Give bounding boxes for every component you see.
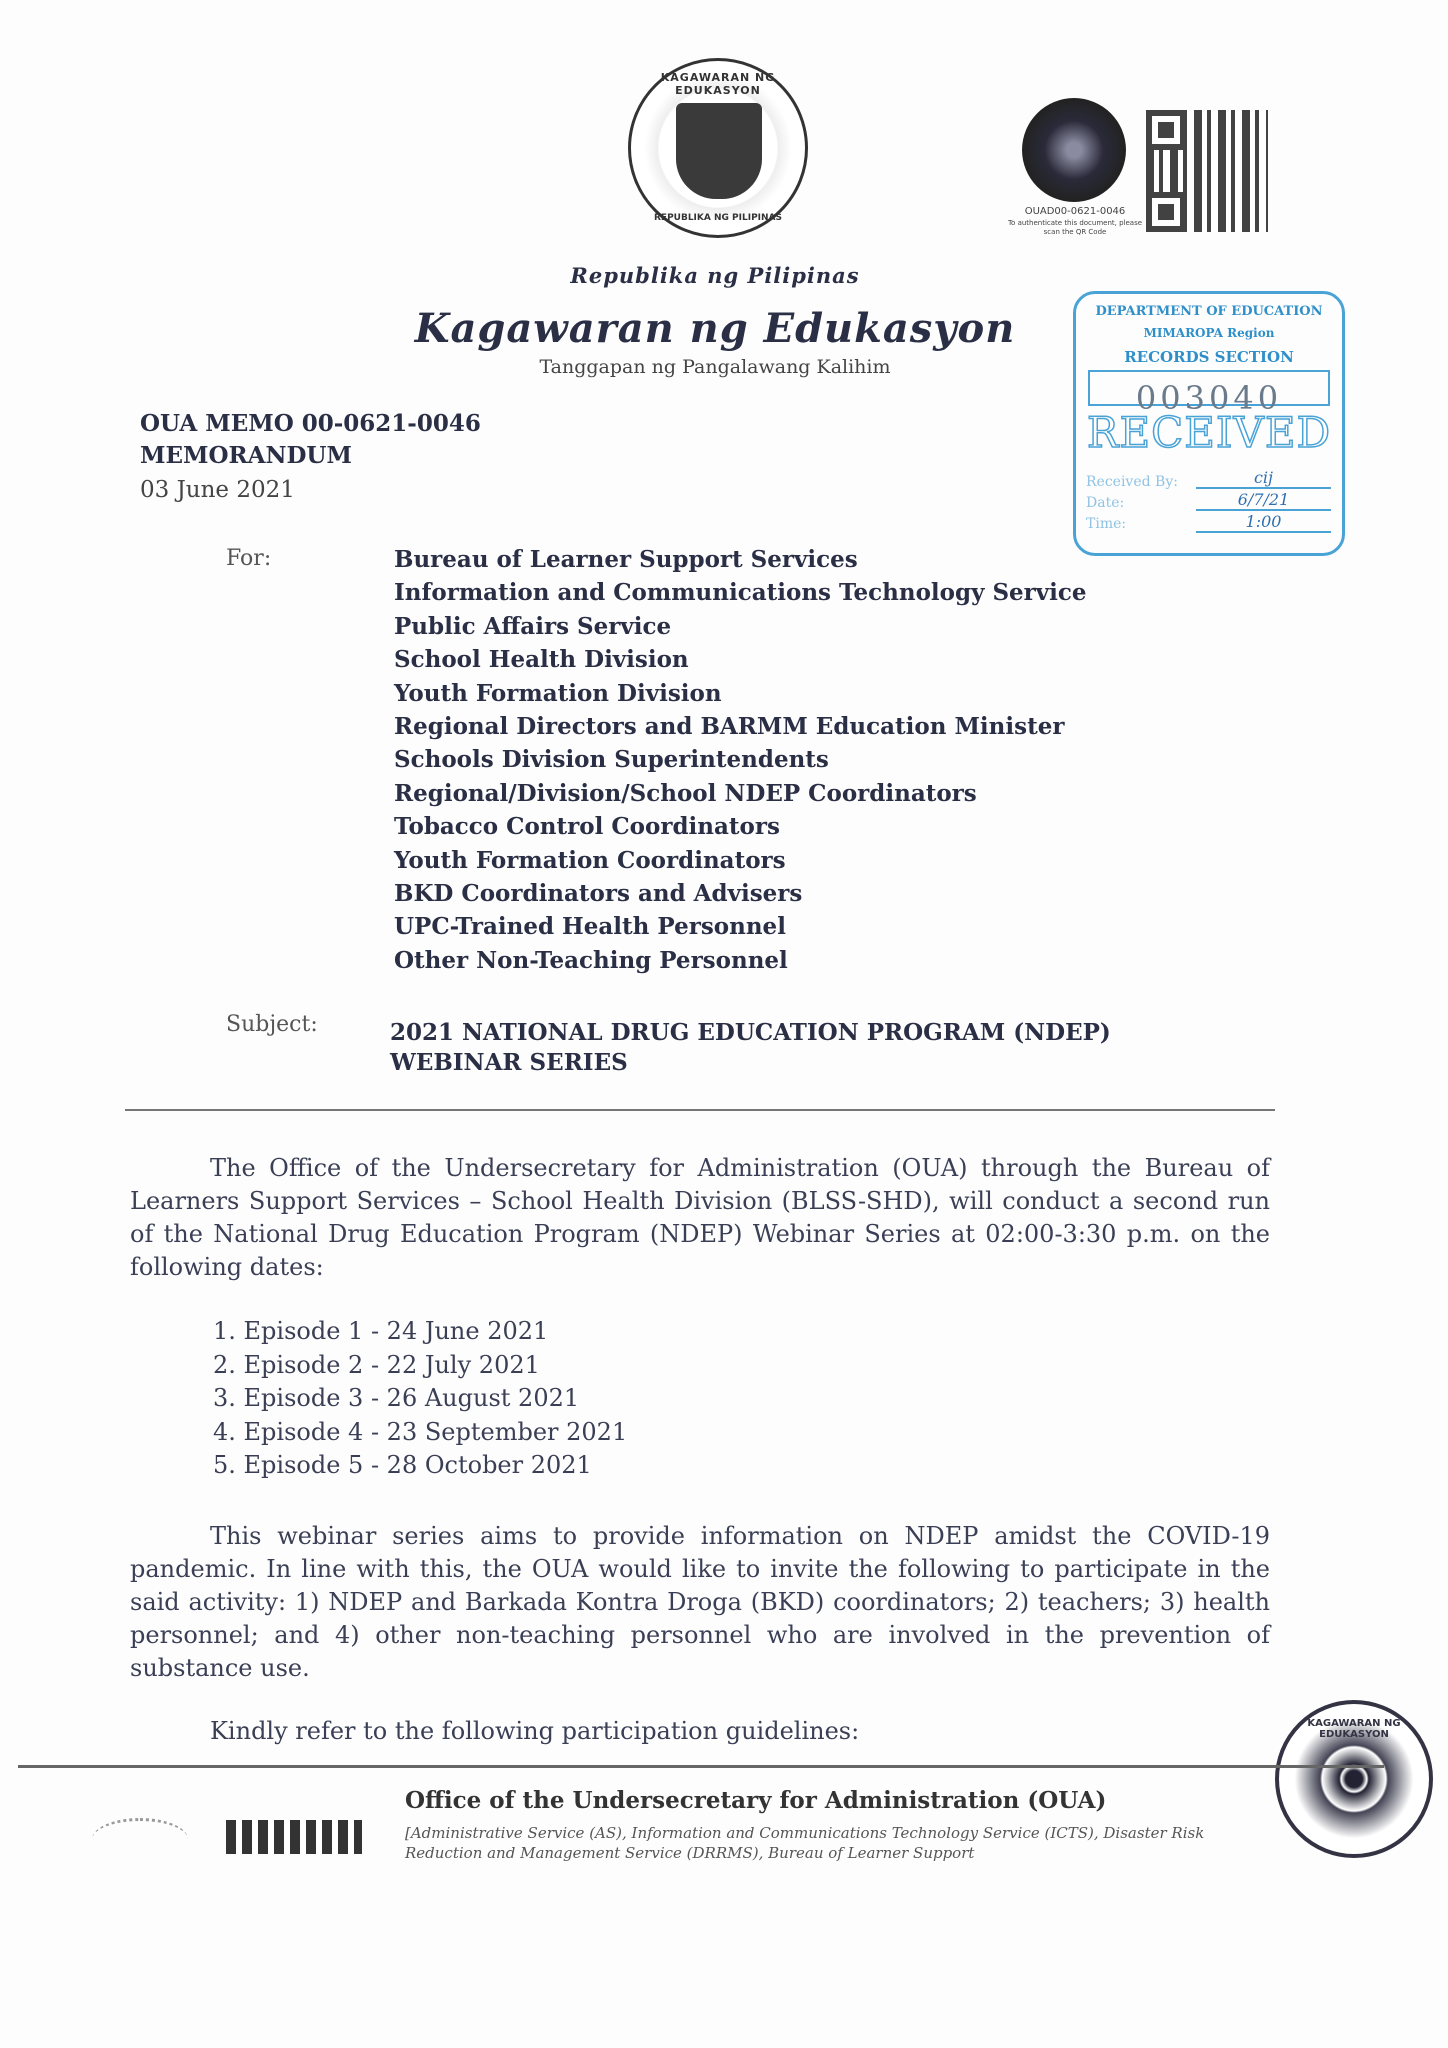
qr-code-icon [1146,110,1268,232]
date-value: 6/7/21 [1196,490,1331,511]
recipient: Schools Division Superintendents [394,746,829,774]
stamp-line2: MIMAROPA Region [1143,326,1275,340]
episode-item: 2. Episode 2 - 22 July 2021 [213,1350,540,1379]
memo-type: MEMORANDUM [140,442,352,469]
paragraph-2-text: This webinar series aims to provide information on NDEP amidst the COVID-19 pandemic. In line with this, the OUA would like to invite the following to participate in the said activity: 1) NDEP and Barkada Kontra Droga (BKD) coordinators; 2) teachers; 3) health personnel; and 4) other non-teaching personnel who are involved in the prevention of substance use. [130,1522,1270,1682]
recipient: Regional/Division/School NDEP Coordinators [394,779,977,807]
received-stamp [1073,291,1345,556]
doc-code: OUAD00-0621-0046 [1024,206,1126,217]
matatag-logo-icon [226,1820,362,1854]
department-heading: Kagawaran ng Edukasyon [414,305,1016,352]
paragraph-2 [130,1520,1270,1685]
episode-item: 5. Episode 5 - 28 October 2021 [213,1451,592,1479]
qr-note: To authenticate this document, please scan the QR Code [1007,219,1143,236]
stamp-status: RECEIVED [1086,408,1332,457]
stamp-line1: DEPARTMENT OF EDUCATION [1095,304,1323,319]
footer-divider [18,1765,1384,1768]
episode-list [213,1315,627,1483]
episode-item: 3. Episode 3 - 26 August 2021 [213,1384,580,1412]
stamp-number: 003040 [1088,370,1330,406]
republic-heading: Republika ng Pilipinas [570,263,860,288]
dry-seal-icon [1022,98,1126,202]
recipient-list [394,543,1087,977]
recipient: Information and Communications Technology Service [394,579,1087,607]
recipient: Regional Directors and BARMM Education Minister [394,713,1065,741]
paragraph-1-text: The Office of the Undersecretary for Administration (OUA) through the Bureau of Learners Support Services – School Health Division (BLSS-SHD), will conduct a second run of the National Drug Education Program (NDEP) Webinar Series at 02:00-3:30 p.m. on the following dates: [130,1154,1270,1281]
time-value: 1:00 [1196,512,1331,533]
subject-line1: 2021 NATIONAL DRUG EDUCATION PROGRAM (NDEP) [390,1019,1111,1046]
recipient: Youth Formation Division [394,679,722,707]
recipient: Other Non-Teaching Personnel [394,946,788,974]
seal-text-top: KAGAWARAN NG EDUKASYON [660,71,776,97]
memo-number: OUA MEMO 00-0621-0046 [140,410,481,437]
recipient: School Health Division [394,646,689,674]
recipient: BKD Coordinators and Advisers [394,880,803,908]
episode-item: 4. Episode 4 - 23 September 2021 [213,1417,628,1446]
paragraph-1 [130,1152,1270,1284]
subject-line2: WEBINAR SERIES [390,1049,628,1076]
recipient: Youth Formation Coordinators [394,846,786,874]
footer-title: Office of the Undersecretary for Administration (OUA) [405,1787,1107,1814]
paragraph-3: Kindly refer to the following participation guidelines: [210,1717,860,1745]
seal-text-bottom: REPUBLIKA NG PILIPINAS [653,213,782,223]
date-label: Date: [1086,495,1125,511]
deped-logo-icon [92,1818,188,1861]
received-by-label: Received By: [1086,474,1178,490]
recipient: Bureau of Learner Support Services [394,546,858,573]
time-label: Time: [1086,516,1127,532]
episode-item: 1. Episode 1 - 24 June 2021 [213,1317,549,1345]
seal-bottom-text: KAGAWARAN NG EDUKASYON [1307,1718,1401,1740]
memo-date: 03 June 2021 [140,477,295,503]
subject-label: Subject: [226,1012,318,1037]
subject [390,1018,1111,1078]
footer-subtitle: [Administrative Service (AS), Information and Communications Technology Service (ICTS), Disaster Risk Reduction and Management Service (DRRMS), Bureau of Learner Support [405,1824,1205,1862]
recipient: UPC-Trained Health Personnel [394,913,786,941]
recipient: Tobacco Control Coordinators [394,813,780,841]
for-label: For: [226,546,272,571]
recipient: Public Affairs Service [394,612,672,640]
dry-seal-stamp-icon [1275,1700,1433,1858]
divider [125,1109,1275,1111]
deped-seal [628,58,808,238]
stamp-line3: RECORDS SECTION [1124,348,1294,366]
office-heading: Tanggapan ng Pangalawang Kalihim [539,356,891,378]
received-by-value: cij [1196,468,1331,489]
seal-emblem [676,103,762,199]
